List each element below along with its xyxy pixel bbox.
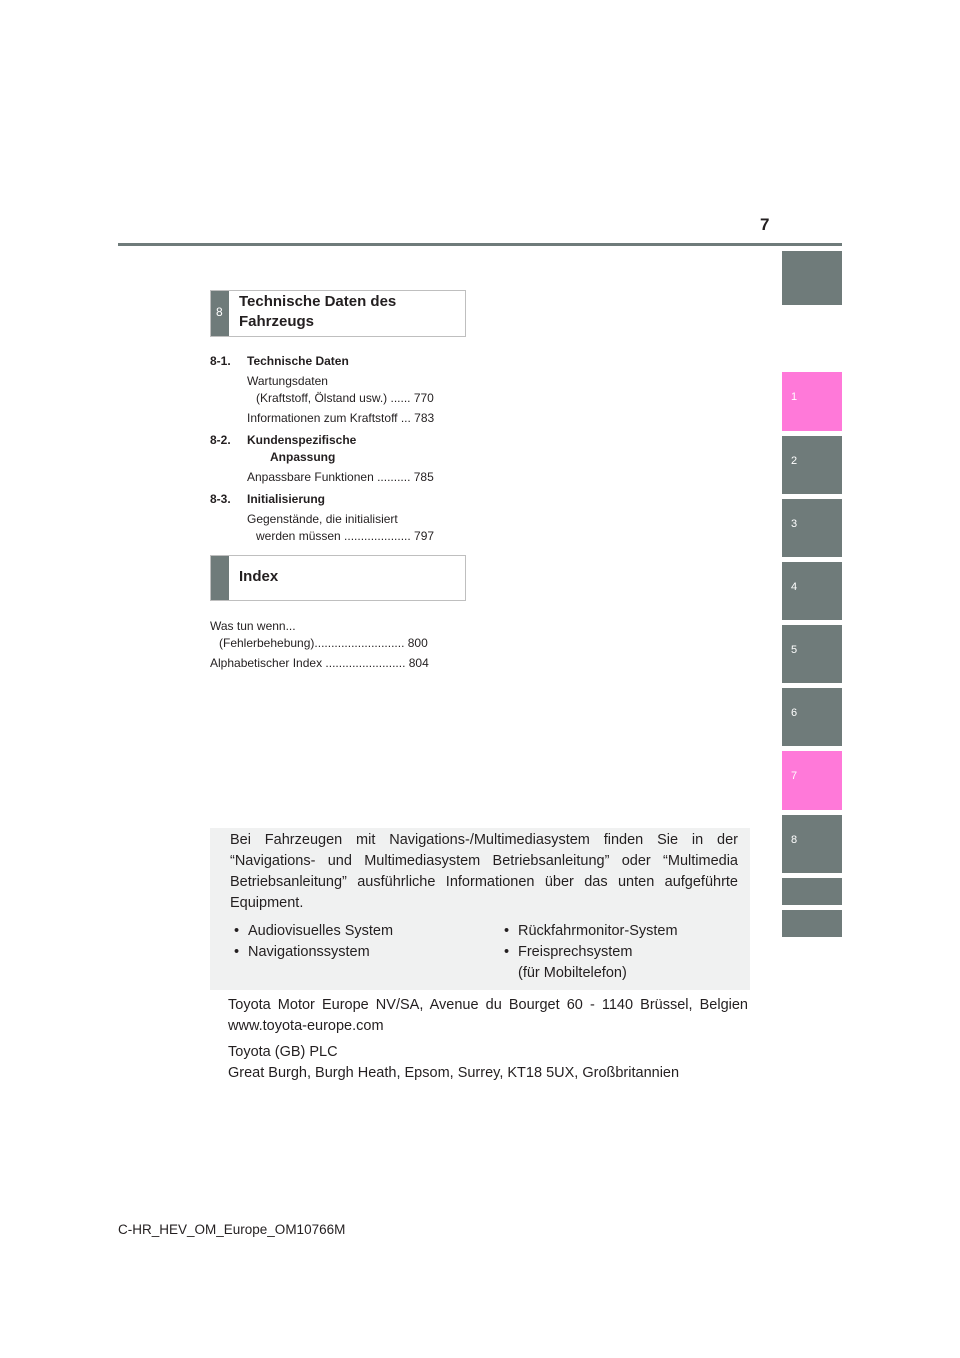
side-tab-2[interactable] bbox=[782, 436, 842, 494]
toc-entry-was-tun-wenn[interactable]: Was tun wenn... (Fehlerbehebung)........................... 800 bbox=[210, 619, 428, 650]
section-number-strip bbox=[211, 291, 229, 336]
toc-entry-kraftstoff[interactable]: Informationen zum Kraftstoff ... 783 bbox=[247, 411, 435, 425]
side-tab-8[interactable] bbox=[782, 815, 842, 873]
side-tab-blank-1[interactable] bbox=[782, 878, 842, 905]
address-toyota-europe: Toyota Motor Europe NV/SA, Avenue du Bourget 60 - 1140 Brüssel, Belgien bbox=[228, 997, 748, 1013]
info-bullet-audiovisuell: • Audiovisuelles System bbox=[234, 923, 394, 939]
address-toyota-gb-name: Toyota (GB) PLC bbox=[228, 1044, 338, 1060]
footer-document-id: C-HR_HEV_OM_Europe_OM10766M bbox=[118, 1222, 346, 1237]
side-tab-6[interactable] bbox=[782, 688, 842, 746]
index-header bbox=[210, 555, 466, 601]
info-box bbox=[210, 828, 750, 990]
section-number: 8 bbox=[216, 305, 223, 319]
side-tab-5[interactable] bbox=[782, 625, 842, 683]
side-tab-3[interactable] bbox=[782, 499, 842, 557]
info-paragraph: Bei Fahrzeugen mit Navigations-/Multimediasystem finden Sie in der “Navigations- und Multimediasystem Betriebsanleitung” oder “Multimedia Betriebsanleitung” ausführliche Informationen über das unten aufgeführte Equipment. bbox=[230, 832, 738, 911]
website-link[interactable]: www.toyota-europe.com bbox=[228, 1018, 384, 1034]
section-8-header bbox=[210, 290, 466, 337]
side-tab-label: 4 bbox=[791, 581, 798, 593]
side-tab-blank-2[interactable] bbox=[782, 910, 842, 937]
side-tab-label: 2 bbox=[791, 455, 798, 467]
side-tab-label: 6 bbox=[791, 707, 798, 719]
section-8-title: Technische Daten des Fahrzeugs bbox=[239, 293, 397, 330]
index-strip bbox=[211, 556, 229, 600]
info-bullet-rueckfahrmonitor: • Rückfahrmonitor-System bbox=[504, 923, 678, 939]
header-rule bbox=[118, 243, 842, 246]
info-bullet-freisprechsystem: • Freisprechsystem (für Mobiltelefon) bbox=[504, 944, 633, 981]
toc-entry-gegenstaende[interactable]: Gegenstände, die initialisiert werden müssen .................... 797 bbox=[247, 512, 435, 543]
side-tab-4[interactable] bbox=[782, 562, 842, 620]
page-number: 7 bbox=[760, 215, 770, 234]
toc-entry-anpassbare-funktionen[interactable]: Anpassbare Funktionen .......... 785 bbox=[247, 470, 434, 484]
toc-heading-8-2[interactable]: 8-2. Kundenspezifische Anpassung bbox=[210, 433, 357, 464]
toc-heading-8-3[interactable]: 8-3. Initialisierung bbox=[210, 492, 326, 506]
side-tab-label: 1 bbox=[791, 391, 798, 403]
side-tab-1[interactable] bbox=[782, 372, 842, 431]
side-tab-label: 7 bbox=[791, 770, 798, 782]
toc-heading-8-1[interactable]: 8-1. Technische Daten bbox=[210, 354, 349, 368]
toc-entry-alphabetischer-index[interactable]: Alphabetischer Index ........................ 804 bbox=[210, 656, 429, 670]
side-tab-label: 5 bbox=[791, 644, 798, 656]
toc-entry-wartungsdaten[interactable]: Wartungsdaten (Kraftstoff, Ölstand usw.) ...... 770 bbox=[247, 374, 434, 405]
side-tab-blank-top[interactable] bbox=[782, 251, 842, 305]
index-title: Index bbox=[239, 568, 279, 585]
info-bullet-navigation: • Navigationssystem bbox=[234, 944, 370, 960]
side-tab-label: 3 bbox=[791, 518, 798, 530]
address-toyota-gb-street: Great Burgh, Burgh Heath, Epsom, Surrey, KT18 5UX, Großbritannien bbox=[228, 1065, 680, 1081]
side-tab-7[interactable] bbox=[782, 751, 842, 810]
side-tab-label: 8 bbox=[791, 834, 798, 846]
